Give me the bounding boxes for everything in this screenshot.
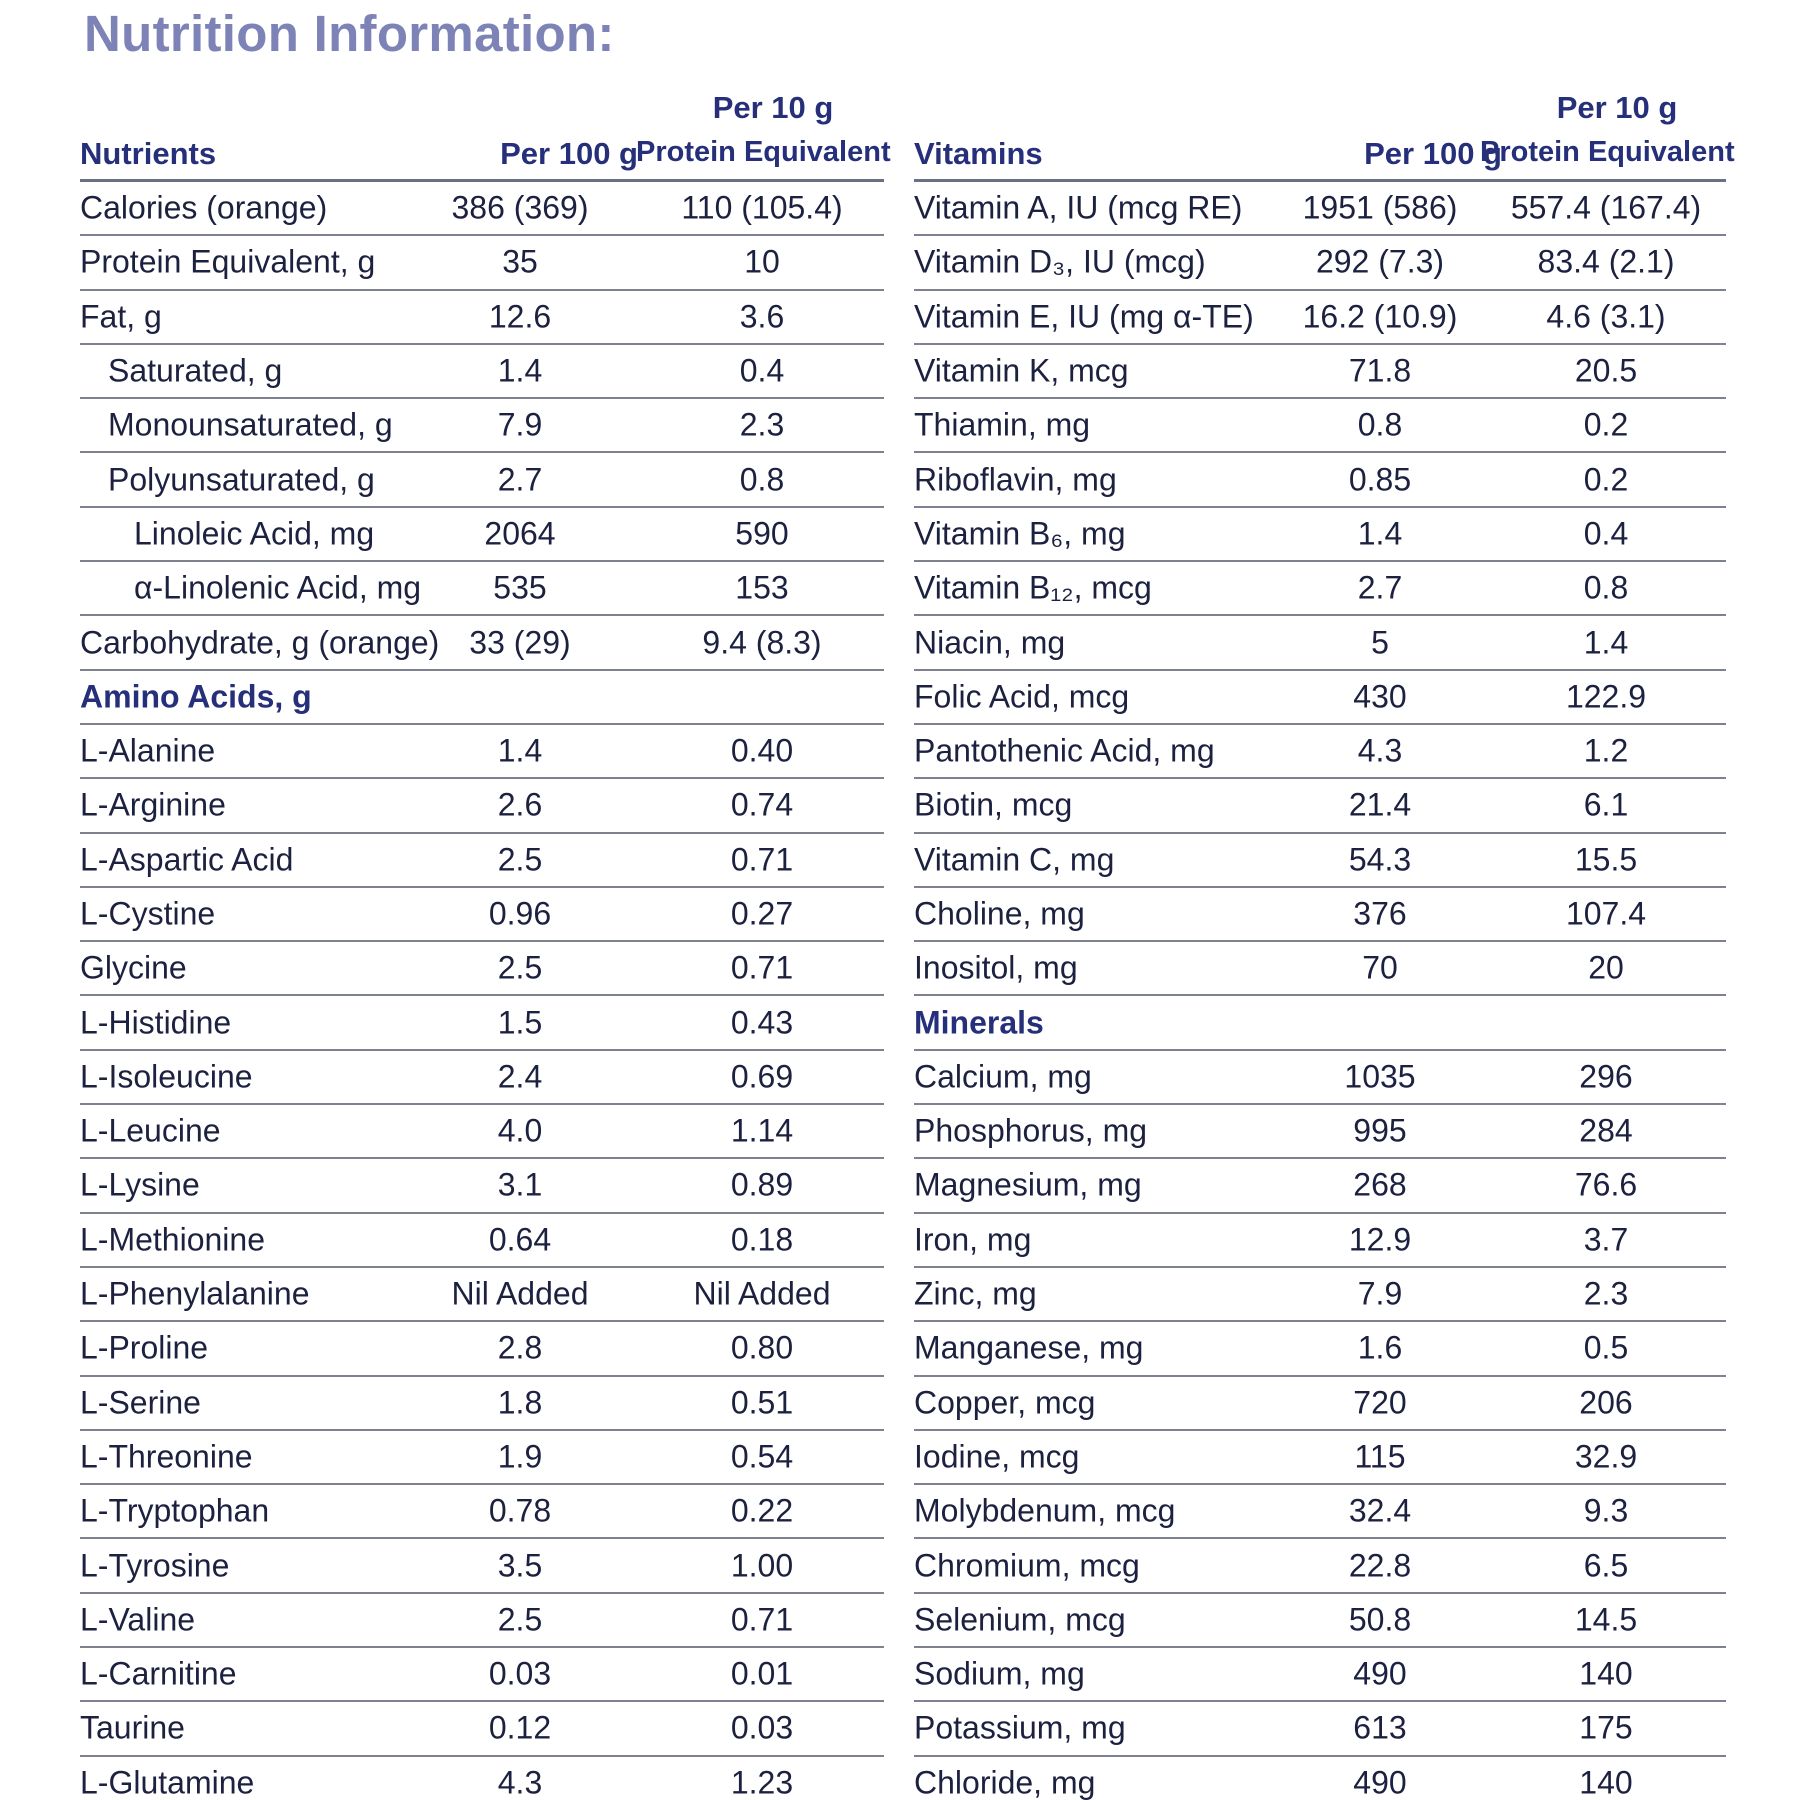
value-per-10g-pe: 557.4 (167.4): [1510, 189, 1702, 226]
table-row: [914, 562, 1726, 616]
value-per-100g: 1035: [1344, 1058, 1416, 1095]
table-row: [80, 1485, 884, 1539]
nutrient-name: Iodine, mcg: [914, 1438, 1080, 1475]
value-per-100g: 430: [1353, 678, 1407, 715]
value-per-100g: 12.6: [488, 298, 552, 335]
value-per-10g-pe: 0.4: [739, 352, 785, 389]
value-per-10g-pe: 110 (105.4): [681, 189, 843, 226]
value-per-10g-pe: 0.71: [730, 1601, 794, 1638]
value-per-100g: 4.3: [1357, 732, 1403, 769]
nutrient-name: Iron, mg: [914, 1221, 1032, 1258]
table-row: [914, 236, 1726, 290]
value-per-10g-pe: 83.4 (2.1): [1537, 243, 1675, 280]
nutrient-name: Copper, mcg: [914, 1384, 1096, 1421]
table-row: [80, 236, 884, 290]
value-per-100g: 1.5: [497, 1004, 543, 1041]
nutrient-name: L-Threonine: [80, 1438, 253, 1475]
section-heading-row: [80, 671, 884, 725]
value-per-10g-pe: 1.4: [1583, 624, 1629, 661]
table-row: [80, 1051, 884, 1105]
value-per-10g-pe: 0.89: [730, 1166, 794, 1203]
value-per-10g-pe: 0.71: [730, 841, 794, 878]
nutrient-name: L-Arginine: [80, 786, 226, 823]
table-row: [914, 1431, 1726, 1485]
value-per-10g-pe: 0.22: [730, 1492, 794, 1529]
value-per-10g-pe: 6.1: [1583, 786, 1629, 823]
nutrient-name: Manganese, mg: [914, 1329, 1144, 1366]
nutrients-table: [80, 82, 891, 1800]
value-per-100g: 2.4: [497, 1058, 543, 1095]
nutrient-name: L-Proline: [80, 1329, 209, 1366]
table-row: [80, 345, 884, 399]
value-per-10g-pe: 1.23: [730, 1764, 794, 1800]
value-per-100g: 1.6: [1357, 1329, 1403, 1366]
nutrient-name: Linoleic Acid, mg: [134, 515, 375, 552]
value-per-10g-pe: 15.5: [1574, 841, 1638, 878]
table-row: [914, 942, 1726, 996]
nutrient-name: L-Valine: [80, 1601, 196, 1638]
nutrient-name: Vitamin E, IU (mg α-TE): [914, 298, 1254, 335]
table-row: [914, 1214, 1726, 1268]
value-per-100g: 1951 (586): [1302, 189, 1458, 226]
value-per-100g: 2.5: [497, 841, 543, 878]
nutrient-name: L-Histidine: [80, 1004, 232, 1041]
value-per-10g-pe: 153: [735, 569, 789, 606]
nutrient-name: Protein Equivalent, g: [80, 243, 376, 280]
table-row: [914, 671, 1726, 725]
nutrient-name: Inositol, mg: [914, 949, 1078, 986]
nutrient-name: Monounsaturated, g: [108, 406, 393, 443]
value-per-100g: 4.3: [497, 1764, 543, 1800]
nutrient-name: Sodium, mg: [914, 1655, 1085, 1692]
table-row: [80, 508, 884, 562]
value-per-100g: 3.1: [497, 1166, 543, 1203]
nutrient-name: α-Linolenic Acid, mg: [134, 569, 422, 606]
value-per-100g: 292 (7.3): [1315, 243, 1445, 280]
value-per-10g-pe: 0.43: [730, 1004, 794, 1041]
nutrients-table-header: [80, 82, 891, 182]
vitamins-table-header: [914, 82, 1735, 182]
table-row: [80, 399, 884, 453]
value-per-10g-pe: 140: [1579, 1655, 1633, 1692]
table-row: [80, 1377, 884, 1431]
table-row: [80, 1702, 884, 1756]
table-row: [80, 888, 884, 942]
value-per-100g: 2.7: [1357, 569, 1403, 606]
value-per-10g-pe: 32.9: [1574, 1438, 1638, 1475]
table-row: [914, 725, 1726, 779]
table-row: [914, 1702, 1726, 1756]
value-per-100g: 0.85: [1348, 461, 1412, 498]
nutrient-name: Fat, g: [80, 298, 162, 335]
header-nutrients: Nutrients: [80, 136, 217, 171]
value-per-10g-pe: 0.18: [730, 1221, 794, 1258]
value-per-10g-pe: 140: [1579, 1764, 1633, 1800]
nutrient-name: L-Aspartic Acid: [80, 841, 294, 878]
value-per-100g: 2.5: [497, 949, 543, 986]
nutrient-name: L-Tryptophan: [80, 1492, 270, 1529]
value-per-100g: 1.8: [497, 1384, 543, 1421]
value-per-100g: 54.3: [1348, 841, 1412, 878]
value-per-10g-pe: 0.2: [1583, 406, 1629, 443]
table-row: [80, 1431, 884, 1485]
nutrient-name: Molybdenum, mcg: [914, 1492, 1176, 1529]
table-row: [914, 1105, 1726, 1159]
table-row: [80, 1539, 884, 1593]
nutrient-name: Carbohydrate, g (orange): [80, 624, 440, 661]
value-per-100g: 33 (29): [469, 624, 571, 661]
value-per-10g-pe: 6.5: [1583, 1547, 1629, 1584]
value-per-10g-pe: 1.00: [730, 1547, 794, 1584]
nutrient-name: L-Glutamine: [80, 1764, 255, 1800]
table-row: [914, 182, 1726, 236]
value-per-10g-pe: 0.40: [730, 732, 794, 769]
table-row: [80, 996, 884, 1050]
value-per-100g: 70: [1362, 949, 1398, 986]
table-row: [914, 779, 1726, 833]
table-row: [914, 616, 1726, 670]
table-row: [914, 1757, 1726, 1800]
section-heading: Minerals: [914, 1004, 1044, 1041]
table-row: [914, 1648, 1726, 1702]
value-per-10g-pe: 76.6: [1574, 1166, 1638, 1203]
value-per-100g: 2.5: [497, 1601, 543, 1638]
value-per-100g: 7.9: [1357, 1275, 1403, 1312]
value-per-100g: 2.7: [497, 461, 543, 498]
table-row: [914, 834, 1726, 888]
value-per-10g-pe: 175: [1579, 1709, 1633, 1746]
table-row: [80, 1757, 884, 1800]
table-row: [914, 1485, 1726, 1539]
table-row: [80, 182, 884, 236]
value-per-10g-pe: 0.27: [730, 895, 794, 932]
value-per-10g-pe: 2.3: [1583, 1275, 1629, 1312]
table-row: [914, 453, 1726, 507]
value-per-100g: 386 (369): [451, 189, 589, 226]
value-per-100g: 613: [1353, 1709, 1407, 1746]
vitamins-minerals-table: [914, 82, 1735, 1800]
value-per-10g-pe: 206: [1579, 1384, 1633, 1421]
nutrient-name: Vitamin B₆, mg: [914, 515, 1126, 552]
value-per-10g-pe: 284: [1579, 1112, 1633, 1149]
value-per-10g-pe: 0.01: [730, 1655, 794, 1692]
nutrients-rows: [80, 182, 884, 1800]
value-per-100g: 1.4: [497, 732, 543, 769]
value-per-10g-pe: 0.8: [1583, 569, 1629, 606]
nutrient-name: Pantothenic Acid, mg: [914, 732, 1215, 769]
nutrient-name: Zinc, mg: [914, 1275, 1037, 1312]
table-row: [914, 291, 1726, 345]
value-per-10g-pe: 3.7: [1583, 1221, 1629, 1258]
nutrient-name: Taurine: [80, 1709, 185, 1746]
value-per-10g-pe: Nil Added: [693, 1275, 831, 1312]
header-protein-equivalent: Protein Equivalent: [636, 136, 891, 168]
value-per-100g: 22.8: [1348, 1547, 1412, 1584]
table-row: [914, 399, 1726, 453]
value-per-100g: 995: [1353, 1112, 1407, 1149]
table-row: [80, 1159, 884, 1213]
nutrient-name: Thiamin, mg: [914, 406, 1091, 443]
nutrient-name: Vitamin C, mg: [914, 841, 1115, 878]
nutrient-name: Vitamin A, IU (mcg RE): [914, 189, 1243, 226]
value-per-10g-pe: 122.9: [1565, 678, 1647, 715]
value-per-100g: 1.4: [497, 352, 543, 389]
value-per-10g-pe: 1.14: [730, 1112, 794, 1149]
nutrient-name: Calories (orange): [80, 189, 328, 226]
value-per-100g: 0.96: [488, 895, 552, 932]
header-protein-equivalent: Protein Equivalent: [1480, 136, 1735, 168]
value-per-100g: 3.5: [497, 1547, 543, 1584]
nutrient-name: L-Carnitine: [80, 1655, 237, 1692]
nutrient-name: Calcium, mg: [914, 1058, 1092, 1095]
table-row: [914, 1159, 1726, 1213]
table-row: [80, 453, 884, 507]
value-per-100g: 2.6: [497, 786, 543, 823]
value-per-100g: 115: [1354, 1438, 1406, 1475]
table-row: [914, 345, 1726, 399]
value-per-100g: 21.4: [1348, 786, 1412, 823]
value-per-10g-pe: 4.6 (3.1): [1546, 298, 1666, 335]
nutrient-name: L-Methionine: [80, 1221, 265, 1258]
value-per-100g: 7.9: [497, 406, 543, 443]
value-per-10g-pe: 0.74: [730, 786, 794, 823]
nutrient-name: Magnesium, mg: [914, 1166, 1142, 1203]
value-per-100g: 0.64: [488, 1221, 552, 1258]
table-row: [80, 725, 884, 779]
table-row: [80, 616, 884, 670]
value-per-10g-pe: 0.4: [1583, 515, 1629, 552]
value-per-10g-pe: 3.6: [739, 298, 785, 335]
value-per-10g-pe: 1.2: [1583, 732, 1629, 769]
value-per-100g: 5: [1371, 624, 1389, 661]
value-per-10g-pe: 20: [1588, 949, 1624, 986]
nutrient-name: Selenium, mcg: [914, 1601, 1126, 1638]
table-row: [914, 1539, 1726, 1593]
value-per-10g-pe: 10: [744, 243, 780, 280]
value-per-10g-pe: 0.54: [730, 1438, 794, 1475]
table-row: [914, 508, 1726, 562]
value-per-10g-pe: 9.3: [1583, 1492, 1629, 1529]
value-per-100g: 35: [502, 243, 538, 280]
value-per-10g-pe: 107.4: [1565, 895, 1647, 932]
value-per-100g: 1.4: [1357, 515, 1403, 552]
value-per-100g: 535: [493, 569, 547, 606]
value-per-100g: 2.8: [497, 1329, 543, 1366]
value-per-100g: 12.9: [1348, 1221, 1412, 1258]
nutrient-name: Vitamin B₁₂, mcg: [914, 569, 1152, 606]
value-per-10g-pe: 0.80: [730, 1329, 794, 1366]
table-row: [914, 1322, 1726, 1376]
value-per-100g: 0.78: [488, 1492, 552, 1529]
value-per-10g-pe: 590: [735, 515, 789, 552]
table-row: [80, 1214, 884, 1268]
nutrient-name: Polyunsaturated, g: [108, 461, 375, 498]
nutrient-name: L-Serine: [80, 1384, 201, 1421]
value-per-10g-pe: 0.8: [739, 461, 785, 498]
value-per-100g: 0.12: [488, 1709, 552, 1746]
header-per-100g: Per 100 g: [1364, 136, 1502, 171]
value-per-10g-pe: 296: [1579, 1058, 1633, 1095]
nutrient-name: Folic Acid, mcg: [914, 678, 1130, 715]
section-heading: Amino Acids, g: [80, 678, 312, 715]
table-row: [914, 1051, 1726, 1105]
nutrient-name: L-Tyrosine: [80, 1547, 230, 1584]
nutrient-name: L-Alanine: [80, 732, 216, 769]
nutrient-name: L-Leucine: [80, 1112, 221, 1149]
value-per-10g-pe: 0.51: [730, 1384, 794, 1421]
nutrient-name: Phosphorus, mg: [914, 1112, 1148, 1149]
nutrient-name: Chromium, mcg: [914, 1547, 1140, 1584]
nutrient-name: Choline, mg: [914, 895, 1085, 932]
value-per-100g: 720: [1353, 1384, 1407, 1421]
nutrient-name: Potassium, mg: [914, 1709, 1126, 1746]
nutrient-name: L-Phenylalanine: [80, 1275, 310, 1312]
value-per-10g-pe: 0.71: [730, 949, 794, 986]
value-per-100g: 376: [1353, 895, 1407, 932]
table-row: [914, 1268, 1726, 1322]
nutrient-name: Niacin, mg: [914, 624, 1066, 661]
value-per-10g-pe: 0.69: [730, 1058, 794, 1095]
value-per-100g: 268: [1353, 1166, 1407, 1203]
header-per-10g: Per 10 g: [1556, 90, 1678, 125]
table-row: [80, 942, 884, 996]
value-per-10g-pe: 0.2: [1583, 461, 1629, 498]
value-per-100g: 490: [1353, 1764, 1407, 1800]
table-row: [914, 888, 1726, 942]
nutrient-name: Riboflavin, mg: [914, 461, 1117, 498]
value-per-100g: 71.8: [1348, 352, 1412, 389]
nutrient-name: Saturated, g: [108, 352, 283, 389]
value-per-10g-pe: 0.03: [730, 1709, 794, 1746]
value-per-100g: 4.0: [497, 1112, 543, 1149]
table-row: [80, 1594, 884, 1648]
table-row: [80, 1648, 884, 1702]
table-row: [80, 1322, 884, 1376]
nutrient-name: L-Lysine: [80, 1166, 200, 1203]
nutrient-name: Vitamin D₃, IU (mcg): [914, 243, 1206, 280]
nutrient-name: Glycine: [80, 949, 187, 986]
value-per-100g: 50.8: [1348, 1601, 1412, 1638]
vitamins-rows: [914, 182, 1726, 1800]
value-per-100g: 490: [1353, 1655, 1407, 1692]
value-per-100g: 2064: [484, 515, 556, 552]
header-per-10g: Per 10 g: [712, 90, 834, 125]
table-row: [80, 779, 884, 833]
header-vitamins: Vitamins: [914, 136, 1043, 171]
table-row: [80, 291, 884, 345]
value-per-100g: 0.03: [488, 1655, 552, 1692]
table-row: [80, 1268, 884, 1322]
table-row: [80, 1105, 884, 1159]
nutrient-name: L-Cystine: [80, 895, 216, 932]
nutrient-name: Vitamin K, mcg: [914, 352, 1129, 389]
value-per-10g-pe: 20.5: [1574, 352, 1638, 389]
page-title: Nutrition Information:: [84, 5, 615, 62]
value-per-10g-pe: 0.5: [1583, 1329, 1629, 1366]
table-row: [914, 1377, 1726, 1431]
table-row: [914, 1594, 1726, 1648]
value-per-100g: 32.4: [1348, 1492, 1412, 1529]
value-per-10g-pe: 2.3: [739, 406, 785, 443]
nutrient-name: L-Isoleucine: [80, 1058, 253, 1095]
table-row: [80, 562, 884, 616]
value-per-100g: Nil Added: [451, 1275, 589, 1312]
value-per-100g: 1.9: [497, 1438, 543, 1475]
value-per-100g: 0.8: [1357, 406, 1403, 443]
table-row: [80, 834, 884, 888]
nutrient-name: Chloride, mg: [914, 1764, 1096, 1800]
header-per-100g: Per 100 g: [500, 136, 638, 171]
value-per-10g-pe: 14.5: [1574, 1601, 1638, 1638]
nutrient-name: Biotin, mcg: [914, 786, 1073, 823]
value-per-10g-pe: 9.4 (8.3): [702, 624, 822, 661]
value-per-100g: 16.2 (10.9): [1302, 298, 1458, 335]
section-heading-row: [914, 996, 1726, 1050]
